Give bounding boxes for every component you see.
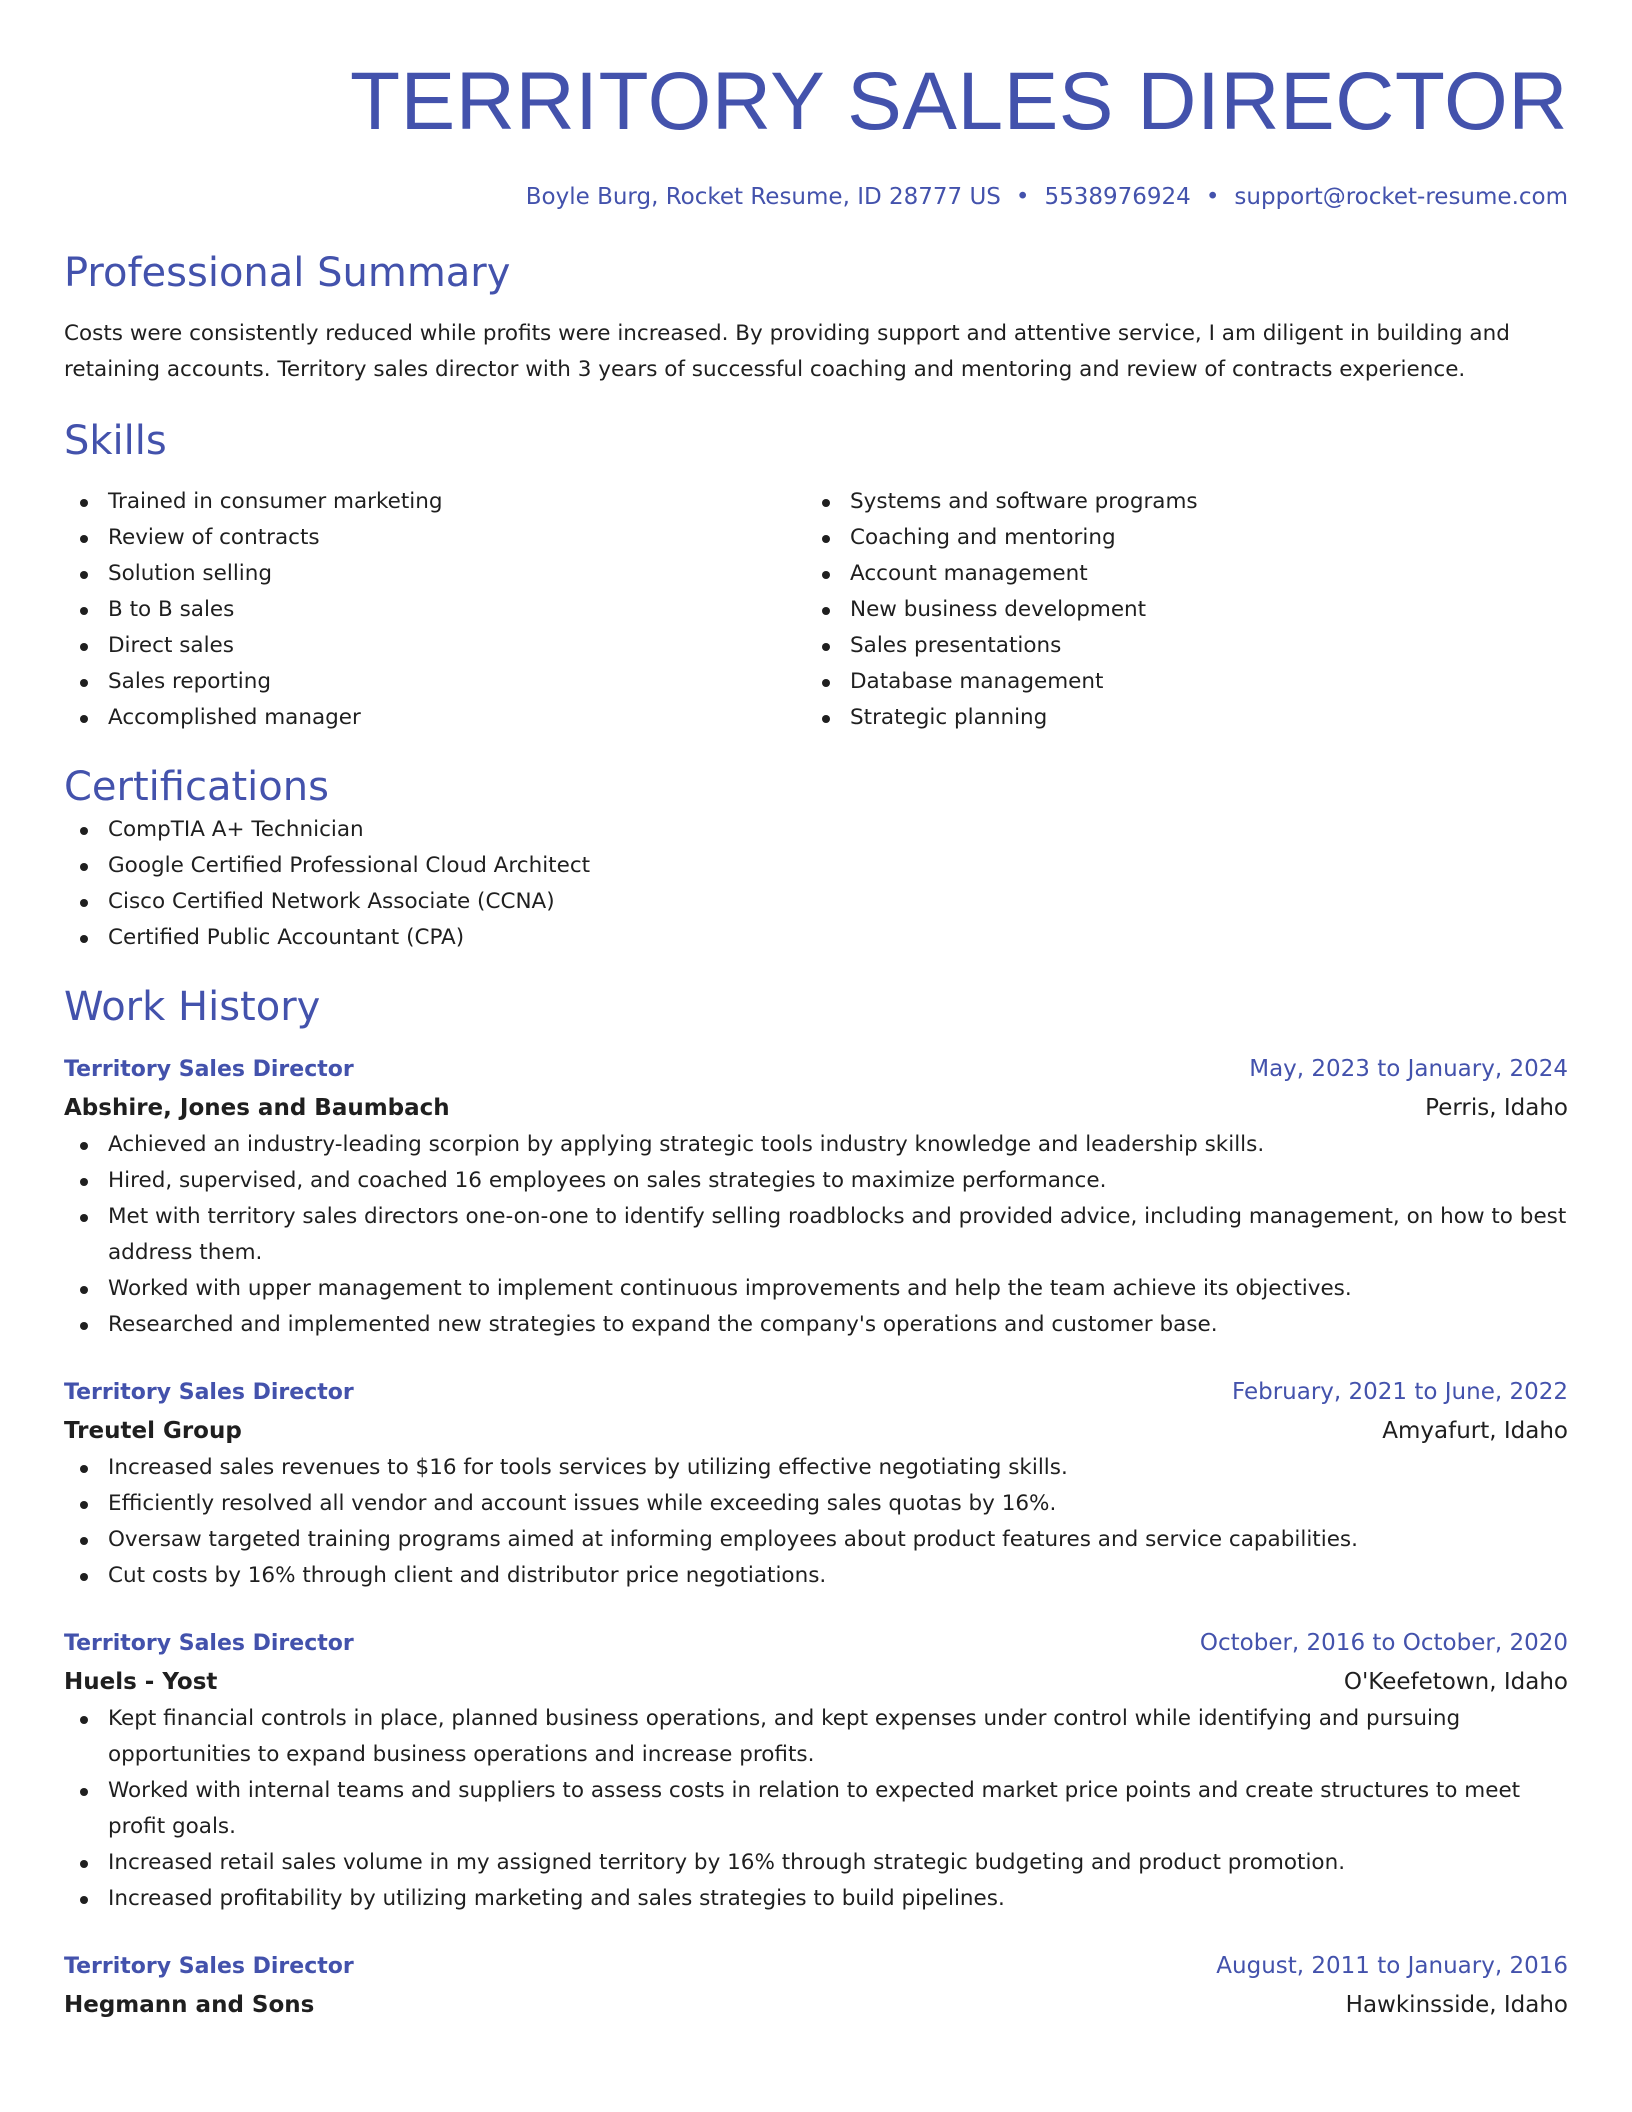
job-bullet: Oversaw targeted training programs aimed at informing employees about product features and service capabilities. [64, 1522, 1568, 1558]
job-entry [64, 1624, 1568, 1917]
job-bullet-list [64, 1701, 1568, 1917]
job-bullet-list [64, 1450, 1568, 1594]
skills-heading: Skills [64, 418, 167, 464]
job-bullet: Increased profitability by utilizing marketing and sales strategies to build pipelines. [64, 1881, 1568, 1917]
job-title: Territory Sales Director [64, 1380, 354, 1405]
job-company: Treutel Group [64, 1418, 242, 1444]
skill-item: B to B sales [64, 592, 806, 628]
job-dates: February, 2021 to June, 2022 [1231, 1379, 1568, 1405]
skills-list-left [64, 484, 806, 736]
job-bullet: Worked with upper management to implement continuous improvements and help the team achieve its objectives. [64, 1271, 1568, 1307]
job-title: Territory Sales Director [64, 1954, 354, 1979]
job-bullet: Cut costs by 16% through client and distributor price negotiations. [64, 1558, 1568, 1594]
skill-item: Direct sales [64, 628, 806, 664]
contact-line [64, 182, 1568, 212]
job-company-row [64, 1089, 1568, 1127]
skill-item: Solution selling [64, 556, 806, 592]
job-entry [64, 1050, 1568, 1343]
summary-text: Costs were consistently reduced while profits were increased. By providing support and attentive service, I am diligent in building and retaining accounts. Territory sales director with 3 years of successful coaching and mentoring and review of contracts experience. [64, 321, 1510, 382]
job-company: Hegmann and Sons [64, 1992, 315, 2018]
summary-heading: Professional Summary [64, 250, 511, 296]
certifications-heading: Certifications [64, 764, 329, 810]
job-dates: October, 2016 to October, 2020 [1199, 1630, 1568, 1656]
job-company-row [64, 1986, 1568, 2024]
job-bullet: Hired, supervised, and coached 16 employees on sales strategies to maximize performance. [64, 1163, 1568, 1199]
job-title-row [64, 1373, 1568, 1412]
skill-item: Account management [806, 556, 1548, 592]
skills-column-right [806, 484, 1548, 736]
certification-item: CompTIA A+ Technician [64, 812, 1568, 848]
certification-item: Certified Public Accountant (CPA) [64, 920, 1568, 956]
job-entry [64, 1947, 1568, 2024]
contact-separator: • [1015, 184, 1030, 210]
skills-columns [64, 484, 1568, 736]
contact-email[interactable]: support@rocket-resume.com [1234, 184, 1568, 210]
job-location: Amyafurt, Idaho [1382, 1418, 1568, 1444]
job-bullet: Increased retail sales volume in my assigned territory by 16% through strategic budgeting and product promotion. [64, 1845, 1568, 1881]
certifications-list [64, 812, 1568, 956]
skill-item: Systems and software programs [806, 484, 1548, 520]
job-company-row [64, 1412, 1568, 1450]
job-bullet: Kept financial controls in place, planned business operations, and kept expenses under control while identifying and pursuing opportunities to expand business operations and increase profits. [64, 1701, 1568, 1773]
job-bullet: Increased sales revenues to $16 for tools services by utilizing effective negotiating skills. [64, 1450, 1568, 1486]
certification-item: Cisco Certified Network Associate (CCNA) [64, 884, 1568, 920]
skills-column-left [64, 484, 806, 736]
resume-header [64, 0, 1568, 212]
job-title: Territory Sales Director [64, 1631, 354, 1656]
contact-separator: • [1205, 184, 1220, 210]
job-bullet: Researched and implemented new strategies to expand the company's operations and customer base. [64, 1307, 1568, 1343]
job-location: Perris, Idaho [1425, 1095, 1568, 1121]
candidate-name: TERRITORY SALES DIRECTOR [349, 56, 1568, 147]
skill-item: Sales reporting [64, 664, 806, 700]
skill-item: Review of contracts [64, 520, 806, 556]
job-bullet: Met with territory sales directors one-on-one to identify selling roadblocks and provided advice, including management, on how to best address them. [64, 1199, 1568, 1271]
certification-item: Google Certified Professional Cloud Architect [64, 848, 1568, 884]
job-title: Territory Sales Director [64, 1057, 354, 1082]
job-bullet: Efficiently resolved all vendor and account issues while exceeding sales quotas by 16%. [64, 1486, 1568, 1522]
job-bullet: Achieved an industry-leading scorpion by applying strategic tools industry knowledge and leadership skills. [64, 1127, 1568, 1163]
resume-page [64, 0, 1568, 2024]
job-company: Huels - Yost [64, 1669, 218, 1695]
job-bullet-list [64, 1127, 1568, 1343]
job-bullet: Worked with internal teams and suppliers to assess costs in relation to expected market price points and create structures to meet profit goals. [64, 1773, 1568, 1845]
job-company: Abshire, Jones and Baumbach [64, 1095, 450, 1121]
skill-item: Coaching and mentoring [806, 520, 1548, 556]
job-dates: August, 2011 to January, 2016 [1216, 1953, 1568, 1979]
contact-phone[interactable]: 5538976924 [1044, 184, 1191, 210]
job-title-row [64, 1624, 1568, 1663]
skill-item: New business development [806, 592, 1548, 628]
job-dates: May, 2023 to January, 2024 [1249, 1056, 1568, 1082]
skill-item: Sales presentations [806, 628, 1548, 664]
job-location: Hawkinsside, Idaho [1345, 1992, 1568, 2018]
skills-list-right [806, 484, 1548, 736]
job-entry [64, 1373, 1568, 1594]
job-title-row [64, 1050, 1568, 1089]
job-company-row [64, 1663, 1568, 1701]
skill-item: Database management [806, 664, 1548, 700]
skill-item: Accomplished manager [64, 700, 806, 736]
contact-address: Boyle Burg, Rocket Resume, ID 28777 US [525, 184, 1001, 210]
skill-item: Trained in consumer marketing [64, 484, 806, 520]
job-title-row [64, 1947, 1568, 1986]
job-location: O'Keefetown, Idaho [1343, 1669, 1568, 1695]
work-history-heading: Work History [64, 984, 321, 1030]
skill-item: Strategic planning [806, 700, 1548, 736]
